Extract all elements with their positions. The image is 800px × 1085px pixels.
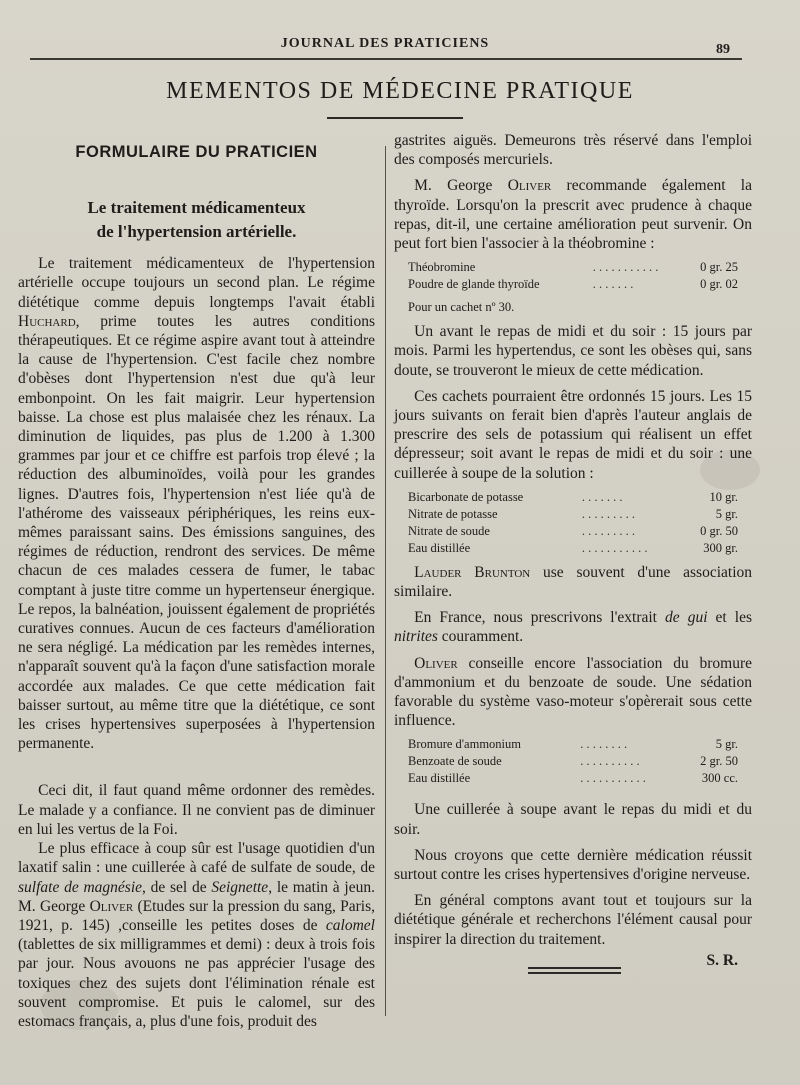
page-title: MEMENTOS DE MÉDECINE PRATIQUE xyxy=(166,78,634,104)
paragraph: Un avant le repas de midi et du soir : 15 jours par mois. Parmi les hypertendus, ce sont les obèses qui, sans doute, se trouveront le mieux de cette médication. xyxy=(394,323,752,379)
journal-header: JOURNAL DES PRATICIENS xyxy=(280,36,490,51)
paragraph: Une cuillerée à soupe avant le repas du midi et du soir. xyxy=(394,801,752,838)
prescription-line: Poudre de glande thyroïde . . . . . . . 0 gr. 02 xyxy=(408,277,738,292)
end-rule xyxy=(528,972,621,974)
paragraph: Ceci dit, il faut quand même ordonner des remèdes. Le malade y a confiance. Il ne convient pas de diminuer en lui les vertus de la Foi. xyxy=(18,782,375,838)
signature: S. R. xyxy=(706,951,738,969)
paragraph: Nous croyons que cette dernière médication réussit surtout contre les crises hypertensives d'origine nerveuse. xyxy=(394,846,752,884)
paragraph: Le traitement médicamenteux de l'hypertension artérielle occupe toujours un second plan. Le régime diététique comme depuis longtemps l'avait établi Huchard, prime toutes les autres conditions thérapeutiques. Et ce régime aspire avant tout à atteindre la cause de l'hypertension. C'est facile chez nombre d'obèses dont l'hypertension n'est due qu'à leur embonpoint. On les fait maigrir. Leur hypertension baisse. La chose est plus malaisée chez les rénaux. La diminution de liquides, pas plus de 1.200 à 1.300 grammes par jour et ce chiffre est parfois trop élevé ; la réduction des albuminoïdes, voilà pour les grandes lignes. D'autres fois, l'hypertension n'est liée qu'à de l'athérome des vaisseaux périphériques, les reins eux-mêmes paraissant sains. Des émissions sanguines, des régimes de réduction, rendront des services. De même chacun de ces malades cessera de fumer, le tabac comptant à juste titre comme un hypertenseur énergique. Le repos, la balnéation, jouissent également de propriétés curatives connues. Aucun de ces facteurs d'amélioration ne sera négligé. La médication par les remèdes internes, n'apparaît souvent qu'à la façon d'une satisfaction morale accordée aux malades. Ce que cette médication fait baisser surtout, au même titre que la diététique, ce sont les crises hypertensives superposées à l'hypertension permanente. xyxy=(18,255,375,753)
author-name: Huchard xyxy=(18,312,76,330)
prescription-1 xyxy=(408,259,738,293)
article-title: Le traitement médicamenteux de l'hypertension artérielle. xyxy=(87,198,306,242)
prescription-note: Pour un cachet nº 30. xyxy=(408,300,515,315)
right-column xyxy=(394,131,752,970)
paragraph: gastrites aiguës. Demeurons très réservé dans l'emploi des composés mercuriels. xyxy=(394,132,752,169)
column-divider xyxy=(385,146,386,1016)
end-rule xyxy=(528,967,621,969)
prescription-line: Nitrate de soude . . . . . . . . . 0 gr. 50 xyxy=(408,523,738,538)
section-heading: FORMULAIRE DU PRATICIEN xyxy=(75,143,318,161)
prescription-line: Bicarbonate de potasse . . . . . . . 10 gr. xyxy=(408,489,738,504)
prescription-line: Bromure d'ammonium . . . . . . . . 5 gr. xyxy=(408,737,738,752)
prescription-2 xyxy=(408,489,738,557)
prescription-3 xyxy=(408,736,738,787)
paragraph: Lauder Brunton use souvent d'une association similaire. xyxy=(394,563,752,601)
paragraph: En France, nous prescrivons l'extrait de gui et les nitrites couramment. xyxy=(394,609,752,646)
prescription-line: Eau distillée . . . . . . . . . . . 300 gr. xyxy=(408,540,738,555)
left-column xyxy=(18,140,375,1031)
prescription-line: Théobromine . . . . . . . . . . . 0 gr. 25 xyxy=(408,260,738,275)
paragraph: Le plus efficace à coup sûr est l'usage quotidien d'un laxatif salin : une cuillerée à café de sulfate de soude, de sulfate de magnésie, de sel de Seignette, le matin à jeun. M. George Oliver (Etudes sur la pression du sang, Paris, 1921, p. 145) ,conseille les petites doses de calomel (tablettes de six milligrammes et demi) : deux à trois fois par jour. Nous avouons ne pas apprécier l'usage des toxiques chez des sujets dont l'élimination rénale est souvent compromise. Et puis le calomel, sur des estomacs français, a, plus d'une fois, produit des xyxy=(18,840,375,1030)
author-name: Lauder Brunton xyxy=(414,563,531,581)
prescription-line: Nitrate de potasse . . . . . . . . . 5 gr. xyxy=(408,506,738,521)
author-name: Oliver xyxy=(89,897,134,915)
paragraph: M. George Oliver recommande également la thyroïde. Lorsqu'on la prescrit avec prudence à chaque repas, dit-il, une certaine amélioration peut survenir. On peut fort bien l'associer à la théobromine : xyxy=(394,177,752,253)
paragraph: Ces cachets pourraient être ordonnés 15 jours. Les 15 jours suivants on ferait bien d'après l'auteur anglais de prescrire des sels de potassium qui réalisent un effet dépresseur; soit avant le repas de midi et du soir : une cuillerée à soupe de la solution : xyxy=(394,387,752,482)
paragraph: Oliver conseille encore l'association du bromure d'ammonium et du benzoate de soude. Une sédation favorable du système vaso-moteur s'opèrerait sous cette influence. xyxy=(394,654,752,730)
page-number: 89 xyxy=(716,42,730,57)
author-name: Oliver xyxy=(414,654,458,672)
paragraph: En général comptons avant tout et toujours sur la diététique générale et recherchons l'élément causal pour inspirer la direction du traitement. xyxy=(394,892,752,948)
prescription-line: Benzoate de soude . . . . . . . . . . 2 gr. 50 xyxy=(408,754,738,769)
title-rule xyxy=(327,117,463,119)
author-name: Oliver xyxy=(507,177,552,195)
header-rule xyxy=(30,58,742,60)
prescription-line: Eau distillée . . . . . . . . . . . 300 cc. xyxy=(408,771,738,786)
